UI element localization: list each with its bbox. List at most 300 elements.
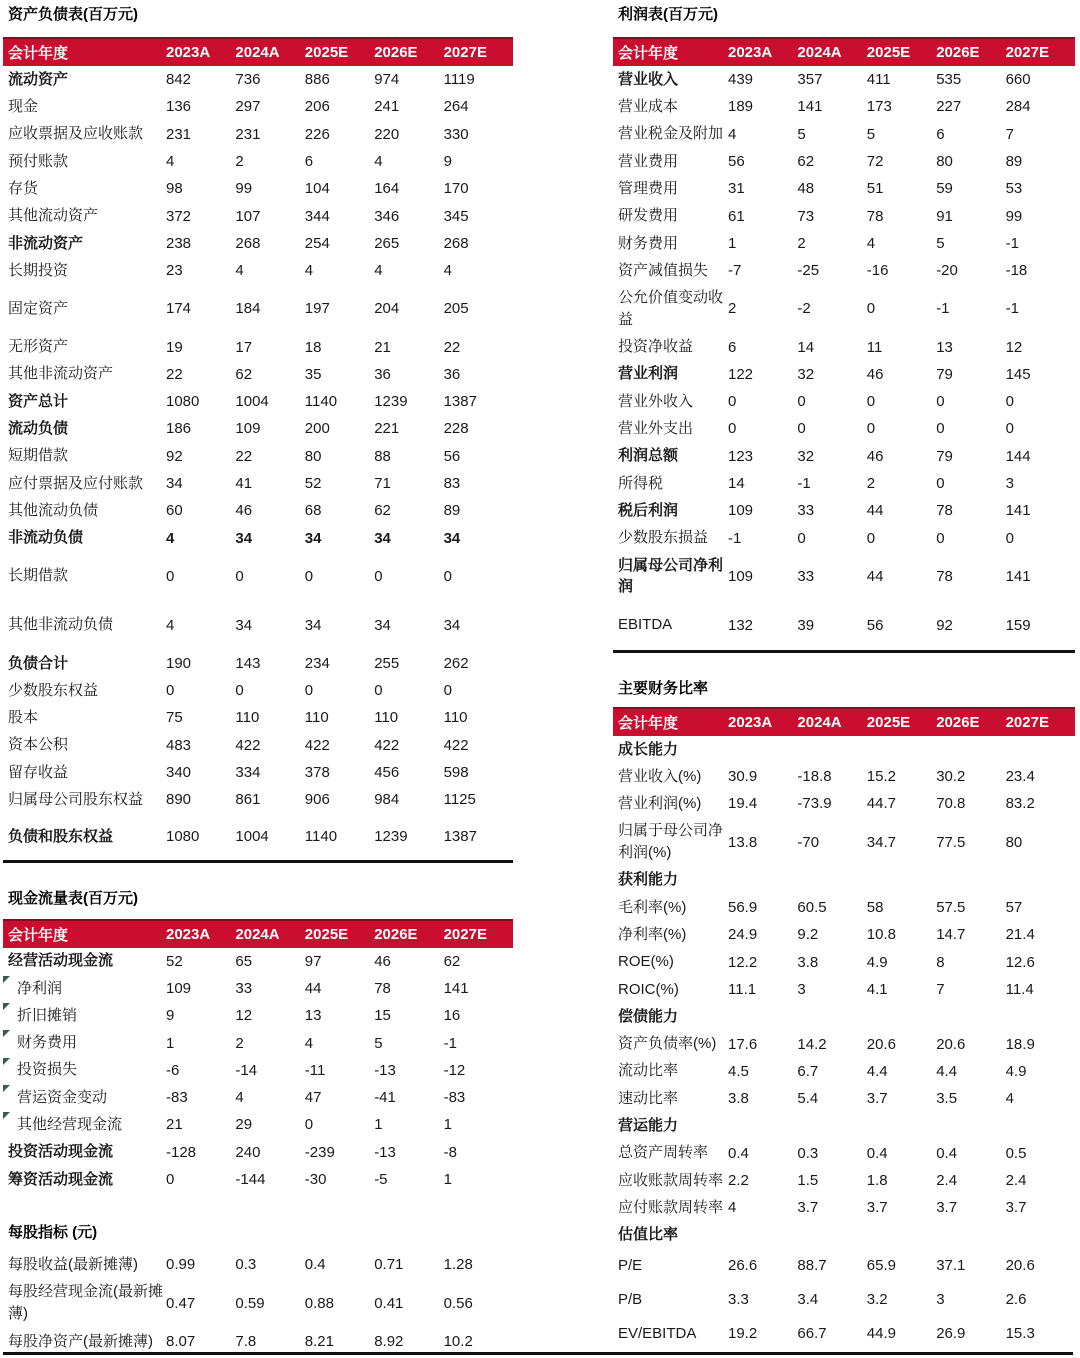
cell-value: 34 [166, 475, 183, 492]
cell-value: 21.4 [1005, 926, 1035, 944]
cell-value: 9 [166, 1007, 175, 1025]
header-year-cell: 2023A [166, 44, 211, 61]
cell-value: 141 [797, 98, 823, 116]
cell-value: 110 [374, 709, 399, 727]
cell-value: 57 [1005, 899, 1023, 917]
cell-value: 141 [1005, 502, 1031, 520]
table-row [3, 415, 513, 442]
cell-value: 4 [1005, 1090, 1014, 1108]
cell-value: 47 [304, 1089, 322, 1107]
cell-value: 0 [936, 420, 945, 438]
cell-value: 10.2 [443, 1333, 473, 1350]
table-row [3, 1084, 513, 1111]
section-divider [3, 860, 513, 863]
row-label: 股本 [8, 709, 39, 727]
row-label: 营业费用 [618, 152, 679, 170]
row-label: ROE(%) [618, 953, 674, 971]
cell-value: 1080 [166, 828, 200, 846]
cell-value: 22 [235, 447, 253, 465]
cell-value: 221 [374, 420, 400, 438]
cell-value: -128 [166, 1143, 197, 1161]
cell-value: 238 [166, 234, 192, 252]
row-label: 其他非流动资产 [8, 365, 114, 383]
table-row [613, 361, 1075, 388]
table-row [3, 284, 513, 333]
cell-value: 79 [936, 365, 953, 383]
table-row [613, 763, 1075, 790]
cell-value: 8.92 [374, 1333, 404, 1350]
table-row [3, 1002, 513, 1029]
cell-value: 4.9 [1005, 1062, 1027, 1080]
cell-value: -1 [443, 1034, 457, 1052]
cell-value: 0 [235, 567, 244, 585]
row-label: 现金 [8, 98, 39, 116]
cell-value: 18.9 [1005, 1035, 1035, 1053]
row-label: 少数股东权益 [8, 681, 99, 699]
cell-value: 79 [936, 447, 953, 465]
row-label: 应付票据及应付账款 [8, 474, 144, 492]
table-row [3, 759, 513, 786]
cell-value: 334 [235, 764, 261, 782]
row-label: 偿债能力 [618, 1007, 679, 1025]
row-label: 所得税 [618, 474, 664, 492]
cell-value: 0 [443, 682, 452, 700]
cell-value: 21 [166, 1116, 183, 1134]
row-label: 每股净资产(最新摊薄) [8, 1332, 153, 1350]
cell-value: 24.9 [728, 926, 758, 944]
table-header-row [613, 37, 1075, 66]
cell-value: 33 [235, 979, 253, 997]
table-row [613, 333, 1075, 360]
table-row [3, 1251, 513, 1278]
cell-value: 535 [936, 71, 962, 89]
cell-value: 110 [443, 709, 468, 727]
cell-value: 890 [166, 791, 192, 809]
header-year-cell: 2026E [374, 44, 418, 61]
cell-value: 2 [235, 153, 244, 171]
cell-value: 46 [374, 952, 391, 970]
header-year-cell: 2024A [797, 44, 842, 61]
cell-value: 60 [166, 502, 183, 520]
row-label: 营运能力 [618, 1117, 679, 1135]
cell-value: 234 [304, 654, 330, 672]
cell-value: 241 [374, 98, 400, 116]
row-label: 研发费用 [618, 207, 679, 225]
cell-value: 19 [166, 338, 183, 356]
table-header-row [613, 707, 1075, 736]
table-row [3, 786, 513, 813]
cell-value: 598 [443, 764, 469, 782]
header-year-cell: 2026E [936, 44, 980, 61]
cell-value: 3.7 [866, 1090, 888, 1108]
cell-value: -6 [166, 1061, 180, 1079]
row-label: 无形资产 [8, 338, 69, 356]
cell-value: 2 [797, 234, 806, 252]
cell-value: 736 [235, 71, 261, 89]
cell-value: 70.8 [936, 795, 966, 813]
header-year-cell: 2025E [304, 925, 349, 943]
cell-value: 132 [728, 616, 754, 634]
cell-value: 145 [1005, 365, 1031, 383]
cell-value: 340 [166, 764, 192, 782]
row-label: 流动负债 [8, 420, 69, 438]
table-row [3, 388, 513, 415]
cell-value: 62 [374, 502, 391, 520]
table-row [613, 148, 1075, 175]
table-row [613, 497, 1075, 524]
cell-value: 78 [936, 567, 953, 585]
cell-value: -1 [728, 529, 742, 547]
right-column [613, 0, 1075, 1351]
cell-value: 4.1 [866, 980, 888, 998]
cell-value: 34 [443, 616, 461, 634]
table-row [613, 1317, 1075, 1351]
cell-value: 1 [374, 1116, 383, 1134]
cell-value: 228 [443, 420, 469, 438]
cell-value: 62 [443, 952, 461, 970]
cell-value: 660 [1005, 71, 1031, 89]
cell-value: 72 [866, 153, 884, 171]
row-label: 预付账款 [8, 152, 69, 170]
cell-value: 41 [235, 475, 253, 492]
financial-ratios-section [613, 679, 1075, 1351]
table-row [3, 443, 513, 470]
cell-value: 20.6 [866, 1035, 896, 1053]
cell-value: 12.6 [1005, 953, 1035, 971]
cell-value: 4 [304, 262, 314, 280]
row-label: 速动比率 [618, 1089, 679, 1107]
cell-value: 33 [797, 567, 815, 585]
table-row [3, 948, 513, 975]
cell-value: 1 [443, 1171, 452, 1189]
cell-value: 0.3 [235, 1256, 257, 1274]
cell-value: 89 [443, 502, 461, 520]
header-year-cell: 2026E [374, 925, 418, 943]
cell-value: 12 [235, 1007, 253, 1025]
table-row [3, 1057, 513, 1084]
cell-value: 15.3 [1005, 1325, 1035, 1343]
cell-value: 378 [304, 764, 330, 782]
table-row [3, 1111, 513, 1138]
table-row [3, 975, 513, 1002]
cell-value: -18 [1005, 262, 1028, 280]
section-divider [613, 650, 1075, 653]
cell-value: 0 [235, 682, 244, 700]
cell-value: 44 [866, 502, 884, 520]
cell-value: 984 [374, 791, 400, 809]
header-year-cell: 2027E [443, 44, 487, 61]
cell-value: 10.8 [866, 926, 896, 944]
row-label: 获利能力 [618, 871, 679, 889]
row-label: 营业外收入 [618, 392, 694, 410]
table-title: 利润表(百万元) [618, 6, 718, 23]
row-label: 流动比率 [618, 1062, 679, 1080]
cell-value: 6 [304, 153, 314, 171]
table-row [613, 867, 1075, 894]
cell-value: 143 [235, 654, 261, 672]
table-row [613, 1030, 1075, 1057]
cell-value: 906 [304, 791, 330, 809]
row-label: 财务费用 [17, 1034, 78, 1052]
cell-value: 21 [374, 338, 391, 356]
cell-value: 89 [1005, 153, 1023, 171]
row-label: 应收票据及应收账款 [8, 125, 144, 143]
cell-value: 30.9 [728, 768, 758, 786]
cell-value: 0 [1005, 420, 1014, 438]
cell-value: 33 [797, 502, 815, 520]
cell-value: 99 [1005, 207, 1023, 225]
cell-value: 159 [1005, 616, 1031, 634]
cell-value: 13 [304, 1007, 322, 1025]
cell-value: 1 [443, 1116, 452, 1134]
table-row [3, 148, 513, 175]
cell-value: 0.3 [797, 1144, 819, 1162]
cell-value: 0 [374, 682, 383, 700]
cell-value: 974 [374, 71, 400, 89]
cell-value: 66.7 [797, 1325, 827, 1343]
table-row [613, 415, 1075, 442]
income-statement-table [613, 37, 1075, 650]
cell-value: -11 [304, 1061, 326, 1079]
row-label: 其他非流动负债 [8, 616, 114, 634]
cell-value: 14.7 [936, 926, 966, 944]
cell-value: 0 [797, 420, 806, 438]
cell-value: -73.9 [797, 795, 832, 813]
cell-value: 330 [443, 125, 469, 143]
cell-value: 15.2 [866, 768, 896, 786]
cell-value: 6 [936, 125, 945, 143]
table-row [3, 202, 513, 229]
cell-value: 5.4 [797, 1090, 819, 1108]
table-row [613, 921, 1075, 948]
cell-value: 78 [936, 502, 953, 520]
cell-value: 886 [304, 71, 330, 89]
cell-value: 197 [304, 300, 330, 318]
cell-value: 1 [166, 1034, 175, 1052]
cell-value: 73 [797, 207, 815, 225]
cell-value: 3.7 [866, 1199, 888, 1217]
row-label: EV/EBITDA [618, 1324, 697, 1342]
cell-value: 8 [936, 953, 945, 971]
cell-value: 0 [304, 682, 314, 700]
table-row [3, 552, 513, 601]
cell-value: 123 [728, 447, 754, 465]
row-label: 归属于母公司净利润(%) [618, 822, 724, 862]
cell-value: -1 [1005, 300, 1019, 318]
cell-value: 7 [1005, 125, 1014, 143]
cell-value: 1.5 [797, 1172, 819, 1190]
cell-value: 15 [374, 1007, 391, 1025]
header-year-cell: 2026E [936, 713, 980, 731]
row-label: 投资损失 [17, 1061, 78, 1079]
cell-value: -14 [235, 1061, 258, 1079]
cell-value: 372 [166, 207, 192, 225]
cell-value: 92 [936, 616, 953, 634]
row-label: 营业税金及附加 [618, 125, 724, 143]
row-label: 财务费用 [618, 234, 679, 252]
cell-value: 0 [866, 529, 876, 547]
cell-value: 83 [443, 475, 461, 492]
cell-value: 12 [1005, 338, 1023, 356]
cell-value: 37.1 [936, 1257, 966, 1275]
table-row [613, 1112, 1075, 1139]
cell-value: 23 [166, 262, 183, 280]
cell-value: 204 [374, 300, 400, 318]
row-label: 负债和股东权益 [8, 827, 114, 845]
cell-value: 17.6 [728, 1035, 758, 1053]
cell-value: 3.3 [728, 1291, 749, 1309]
cell-value: -1 [936, 300, 950, 318]
cell-value: -13 [374, 1061, 396, 1079]
cell-value: -5 [374, 1171, 388, 1189]
cell-value: 255 [374, 654, 400, 672]
cell-value: -13 [374, 1143, 396, 1161]
cell-value: 34 [443, 529, 461, 547]
row-label: 非流动负债 [8, 529, 84, 547]
balance-sheet-table [3, 37, 513, 860]
cell-value: 44.7 [866, 795, 896, 813]
cell-value: 2.6 [1005, 1291, 1027, 1309]
cell-value: 1140 [304, 828, 338, 846]
row-label: 营业收入 [618, 70, 679, 88]
table-row [3, 257, 513, 284]
cell-value: 0.59 [235, 1294, 265, 1312]
cell-value: 3.2 [866, 1291, 888, 1309]
cell-value: 98 [166, 180, 183, 198]
cell-value: -2 [797, 300, 811, 318]
table-row [3, 470, 513, 497]
cell-value: 51 [866, 180, 884, 198]
cash-flow-table [3, 919, 513, 1194]
row-label: EBITDA [618, 616, 673, 634]
cell-value: 1239 [374, 828, 408, 846]
per-share-table [3, 1251, 513, 1355]
cell-value: 4 [866, 234, 876, 252]
table-row [613, 1140, 1075, 1167]
cell-value: 4 [166, 153, 175, 171]
cell-value: 439 [728, 71, 754, 89]
row-label: 毛利率(%) [618, 898, 687, 916]
table-row [613, 66, 1075, 93]
cell-value: 11.4 [1005, 980, 1034, 998]
cell-value: 0 [797, 529, 806, 547]
cell-value: 0 [936, 529, 945, 547]
cell-value: 5 [797, 125, 806, 143]
table-row [613, 1167, 1075, 1194]
cell-value: 35 [304, 365, 322, 383]
cell-value: 144 [1005, 447, 1031, 465]
table-row [3, 704, 513, 731]
cell-value: 0.5 [1005, 1144, 1027, 1162]
cell-value: 411 [866, 71, 891, 89]
cell-value: 4 [728, 1199, 737, 1217]
cell-value: 44.9 [866, 1325, 896, 1343]
cell-value: 0 [304, 567, 314, 585]
cell-value: 8.21 [304, 1333, 334, 1350]
cell-value: 264 [443, 98, 469, 116]
cell-value: 1004 [235, 393, 269, 411]
table-row [613, 1249, 1075, 1283]
cell-value: 78 [866, 207, 884, 225]
cell-value: 1 [728, 234, 737, 252]
cell-value: 34 [304, 529, 322, 547]
cell-value: 0.41 [374, 1294, 404, 1312]
row-label: 归属母公司股东权益 [8, 791, 144, 808]
row-label: 估值比率 [618, 1226, 679, 1244]
header-label-cell: 会计年度 [618, 714, 679, 732]
cell-value: 0 [166, 1171, 175, 1189]
cell-value: 107 [235, 207, 261, 225]
cell-value: 3 [797, 980, 806, 998]
cell-value: -70 [797, 833, 820, 851]
cell-value: 92 [166, 447, 183, 465]
bottom-rule [3, 1352, 1073, 1355]
row-label: 每股经营现金流(最新摊薄) [8, 1283, 163, 1322]
row-label: 长期借款 [8, 567, 69, 585]
cell-value: 0 [866, 393, 876, 411]
cell-value: 4 [166, 529, 175, 547]
cell-value: 206 [304, 98, 330, 116]
cell-value: 1239 [374, 393, 408, 411]
cell-value: 4 [235, 262, 244, 280]
table-row [613, 552, 1075, 601]
cell-value: 3 [936, 1291, 945, 1309]
cell-value: 1387 [443, 393, 477, 411]
cell-value: 14 [797, 338, 815, 356]
table-row [3, 814, 513, 860]
table-row [613, 1003, 1075, 1030]
cell-value: 284 [1005, 98, 1031, 116]
cell-value: 3.7 [797, 1199, 819, 1217]
cell-value: 4.5 [728, 1062, 749, 1080]
cell-value: 11.1 [728, 980, 757, 998]
cell-value: 26.6 [728, 1257, 758, 1275]
cell-value: 265 [374, 234, 400, 252]
cell-value: 14 [728, 475, 745, 492]
cell-value: -7 [728, 262, 742, 280]
cell-value: 34 [304, 616, 322, 634]
row-label: 公允价值变动收益 [618, 289, 724, 328]
cell-value: 3.5 [936, 1090, 958, 1108]
cell-value: 26.9 [936, 1325, 966, 1343]
cell-value: 483 [166, 736, 192, 754]
row-label: 总资产周转率 [618, 1144, 709, 1162]
table-row [3, 230, 513, 257]
cell-value: -30 [304, 1171, 327, 1189]
row-label: 存货 [8, 179, 39, 197]
cell-value: 30.2 [936, 768, 966, 786]
cell-value: 5 [374, 1034, 383, 1052]
table-row [3, 524, 513, 551]
header-label-cell: 会计年度 [8, 926, 69, 944]
cell-value: 2 [728, 300, 737, 318]
row-label: 流动资产 [8, 70, 69, 88]
row-label: 固定资产 [8, 300, 69, 317]
cell-value: 0.4 [304, 1256, 326, 1274]
header-year-cell: 2025E [866, 713, 911, 731]
table-row [613, 1194, 1075, 1221]
cell-value: 0 [166, 567, 175, 585]
table-row [613, 736, 1075, 763]
row-label: 其他流动负债 [8, 501, 99, 519]
table-row [613, 1222, 1075, 1249]
cell-value: 422 [235, 736, 261, 754]
cell-value: 6.7 [797, 1062, 819, 1080]
table-row [613, 949, 1075, 976]
row-label: 利润总额 [618, 447, 679, 465]
cell-value: 34 [235, 616, 253, 634]
cell-value: 4.4 [936, 1062, 958, 1080]
